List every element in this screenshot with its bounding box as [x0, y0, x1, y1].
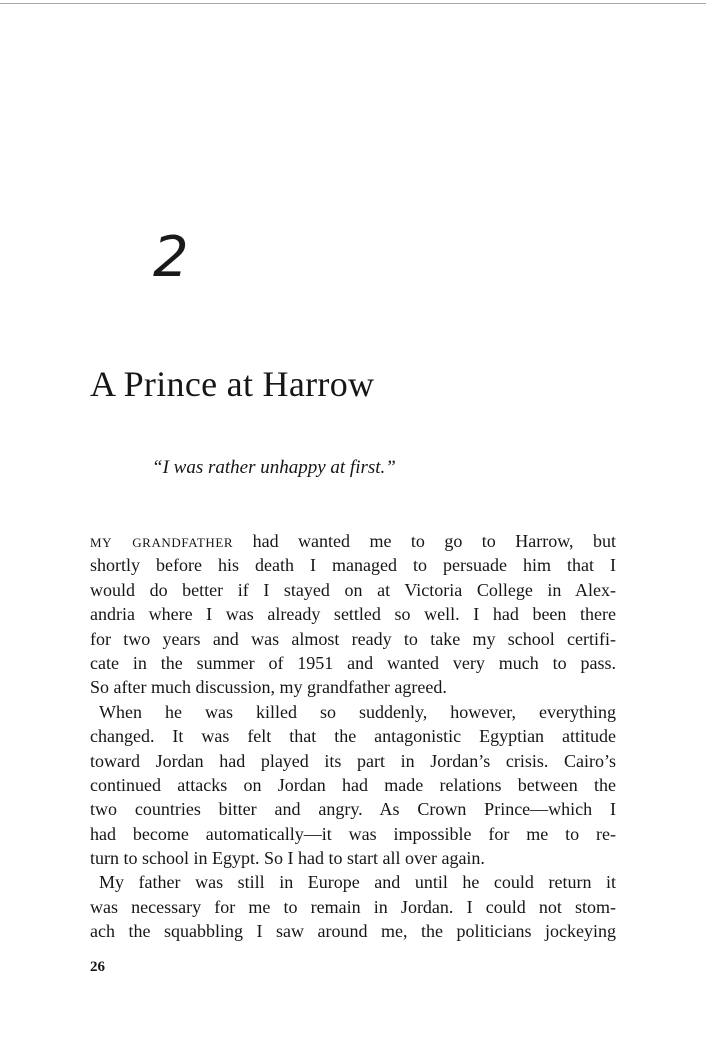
body-line-6: cate in the summer of 1951 and wanted very much to pass. [90, 652, 616, 673]
page-number: 26 [90, 959, 105, 975]
body-line-15: My father was still in Europe and until he could return it [90, 872, 616, 893]
chapter-number: 2 [153, 225, 189, 290]
body-line-16: was necessary for me to remain in Jordan. I could not stom- [90, 896, 616, 917]
body-line-12: two countries bitter and angry. As Crown Prince—which I [90, 799, 616, 820]
body-line-1-text: had wanted me to go to Harrow, but [233, 531, 616, 551]
chapter-title: A Prince at Harrow [90, 364, 375, 404]
body-line-3: would do better if I stayed on at Victoria College in Alex- [90, 579, 616, 600]
body-text [90, 529, 616, 944]
body-line-14: turn to school in Egypt. So I had to start all over again. [90, 848, 485, 869]
body-line-17: ach the squabbling I saw around me, the politicians jockeying [90, 921, 616, 942]
body-line-8: When he was killed so suddenly, however, everything [90, 701, 616, 722]
body-line-9: changed. It was felt that the antagonistic Egyptian attitude [90, 726, 616, 747]
lead-in-small-caps: my grandfather [90, 531, 234, 551]
top-edge-rule [0, 3, 706, 4]
body-line-4: andria where I was already settled so well. I had been there [90, 604, 616, 625]
body-line-10: toward Jordan had played its part in Jordan’s crisis. Cairo’s [90, 750, 616, 771]
body-line-5: for two years and was almost ready to take my school certifi- [90, 628, 616, 649]
body-line-13: had become automatically—it was impossible for me to re- [90, 823, 616, 844]
chapter-epigraph: “I was rather unhappy at first.” [152, 457, 396, 478]
body-line-7: So after much discussion, my grandfather agreed. [90, 677, 447, 698]
body-line-1 [90, 529, 616, 553]
body-line-2: shortly before his death I managed to persuade him that I [90, 555, 616, 576]
body-line-11: continued attacks on Jordan had made relations between the [90, 774, 616, 795]
